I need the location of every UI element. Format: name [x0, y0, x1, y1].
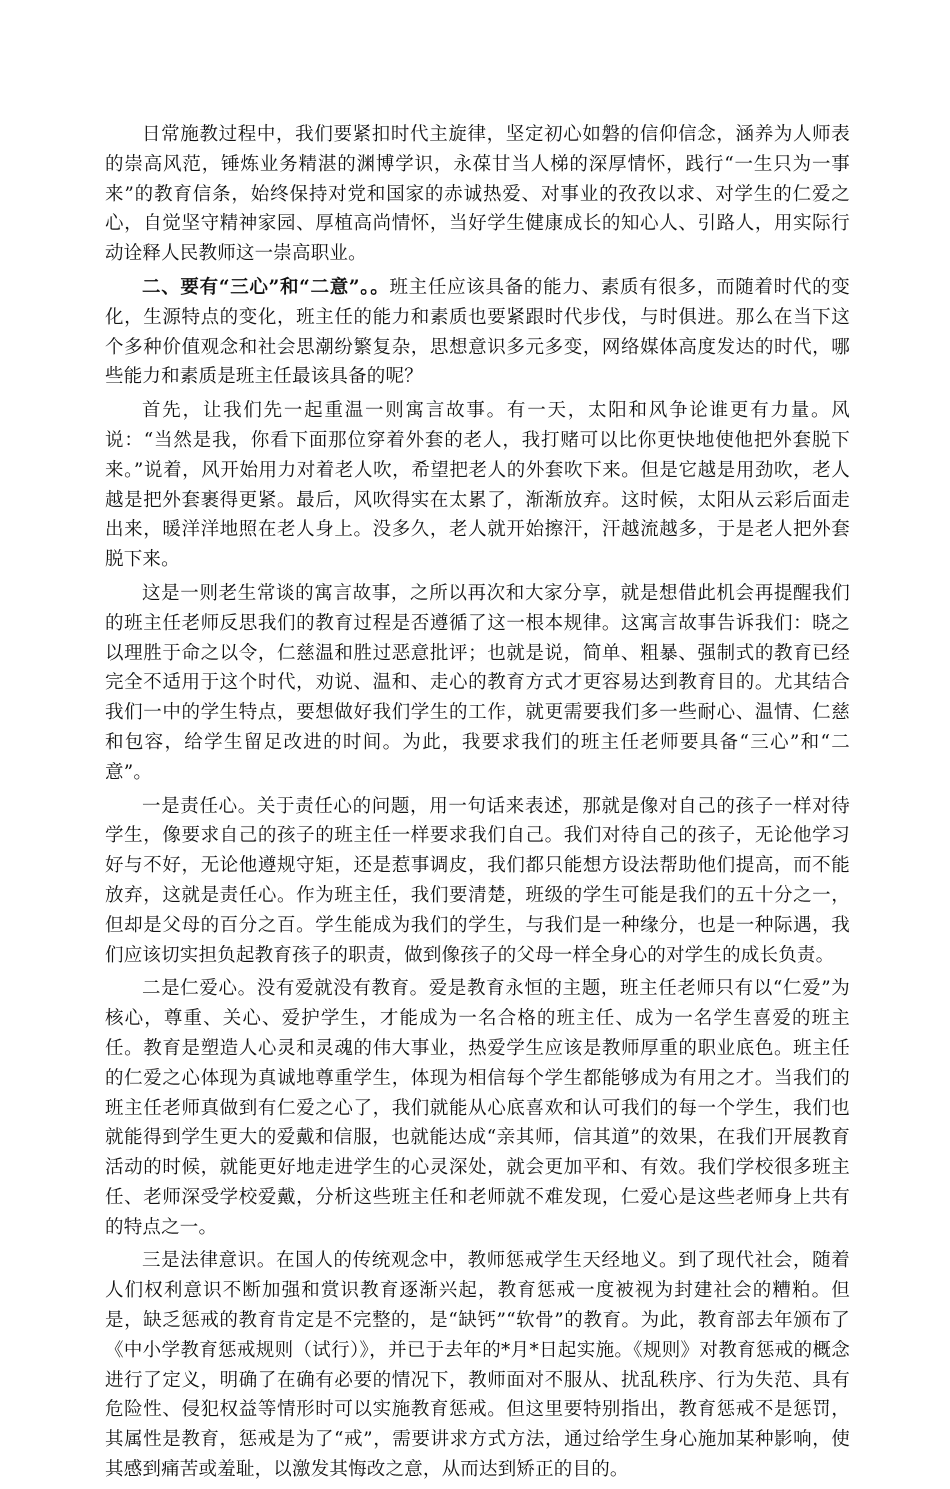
paragraph-6-text: 二是仁爱心。没有爱就没有教育。爱是教育永恒的主题，班主任老师只有以“仁爱”为核心，尊重、关心、爱护学生，才能成为一名合格的班主任、成为一名学生喜爱的班主任。教育是塑造人心灵和灵魂的伟大事业，热爱学生应该是教师厚重的职业底色。班主任的仁爱之心体现为真诚地尊重学生，体现为相信每个学生都能够成为有用之才。当我们的班主任老师真做到有仁爱之心了，我们就能从心底喜欢和认可我们的每一个学生，我们也就能得到学生更大的爱戴和信服，也就能达成“亲其师，信其道”的效果，在我们开展教育活动的时候，就能更好地走进学生的心灵深处，就会更加平和、有效。我们学校很多班主任、老师深受学校爱戴，分析这些班主任和老师就不难发现，仁爱心是这些老师身上共有的特点之一。 [105, 978, 850, 1238]
paragraph-1-text: 日常施教过程中，我们要紧扣时代主旋律，坚定初心如磐的信仰信念，涵养为人师表的崇高风范，锤炼业务精湛的渊博学识，永葆甘当人梯的深厚情怀，践行“一生只为一事来”的教育信条，始终保持对党和国家的赤诚热爱、对事业的孜孜以求、对学生的仁爱之心，自觉坚守精神家园、厚植高尚情怀，当好学生健康成长的知心人、引路人，用实际行动诠释人民教师这一崇高职业。 [105, 124, 850, 265]
paragraph-7 [105, 1246, 850, 1484]
paragraph-4-text: 这是一则老生常谈的寓言故事，之所以再次和大家分享，就是想借此机会再提醒我们的班主任老师反思我们的教育过程是否遵循了这一根本规律。这寓言故事告诉我们：晓之以理胜于命之以令，仁慈温和胜过恶意批评；也就是说，简单、粗暴、强制式的教育已经完全不适用于这个时代，劝说、温和、走心的教育方式才更容易达到教育目的。尤其结合我们一中的学生特点，要想做好我们学生的工作，就更需要我们多一些耐心、温情、仁慈和包容，给学生留足改进的时间。为此，我要求我们的班主任老师要具备“三心”和“二意”。 [105, 582, 850, 783]
paragraph-5-text: 一是责任心。关于责任心的问题，用一句话来表述，那就是像对自己的孩子一样对待学生，像要求自己的孩子的班主任一样要求我们自己。我们对待自己的孩子，无论他学习好与不好，无论他遵规守矩，还是惹事调皮，我们都只能想方设法帮助他们提高，而不能放弃，这就是责任心。作为班主任，我们要清楚，班级的学生可能是我们的五十分之一，但却是父母的百分之百。学生能成为我们的学生，与我们是一种缘分，也是一种际遇，我们应该切实担负起教育孩子的职责，做到像孩子的父母一样全身心的对学生的成长负责。 [105, 795, 850, 966]
paragraph-3 [105, 396, 850, 575]
paragraph-2 [105, 273, 850, 392]
paragraph-3-text: 首先，让我们先一起重温一则寓言故事。有一天，太阳和风争论谁更有力量。风说：“当然是我，你看下面那位穿着外套的老人，我打赌可以比你更快地使他把外套脱下来。”说着，风开始用力对着老人吹，希望把老人的外套吹下来。但是它越是用劲吹，老人越是把外套裹得更紧。最后，风吹得实在太累了，渐渐放弃。这时候，太阳从云彩后面走出来，暖洋洋地照在老人身上。没多久，老人就开始擦汗，汗越流越多，于是老人把外套脱下来。 [105, 400, 850, 571]
paragraph-6 [105, 974, 850, 1242]
paragraph-2-text: 班主任应该具备的能力、素质有很多，而随着时代的变化，生源特点的变化，班主任的能力和素质也要紧跟时代步伐，与时俱进。那么在当下这个多种价值观念和社会思潮纷繁复杂，思想意识多元多变，网络媒体高度发达的时代，哪些能力和素质是班主任最该具备的呢？ [105, 276, 850, 388]
paragraph-4 [105, 579, 850, 788]
section-heading: 二、要有“三心”和“二意”。。 [142, 276, 390, 298]
paragraph-5 [105, 792, 850, 971]
paragraph-7-text: 三是法律意识。在国人的传统观念中，教师惩戒学生天经地义。到了现代社会，随着人们权利意识不断加强和赏识教育逐渐兴起，教育惩戒一度被视为封建社会的糟粕。但是，缺乏惩戒的教育肯定是不完整的，是“缺钙”“软骨”的教育。为此，教育部去年颁布了《中小学教育惩戒规则（试行）》，并已于去年的*月*日起实施。《规则》对教育惩戒的概念进行了定义，明确了在确有必要的情况下，教师面对不服从、扰乱秩序、行为失范、具有危险性、侵犯权益等情形时可以实施教育惩戒。但这里要特别指出，教育惩戒不是惩罚，其属性是教育，惩戒是为了“戒”，需要讲求方式方法，通过给学生身心施加某种影响，使其感到痛苦或羞耻，以激发其悔改之意，从而达到矫正的目的。 [105, 1250, 850, 1481]
paragraph-1 [105, 120, 850, 269]
document-page [105, 120, 850, 1489]
